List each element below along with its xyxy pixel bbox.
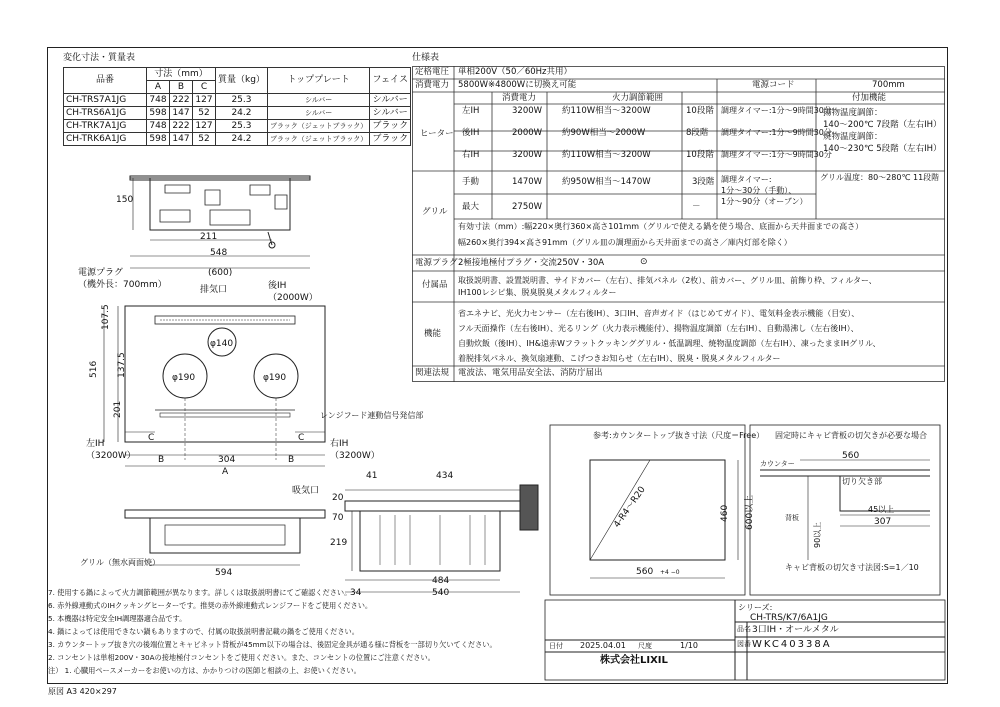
- dim-107-5: 107.5: [101, 304, 111, 330]
- dim-table-cell: 127: [193, 94, 216, 107]
- cabinet-307: 307: [874, 517, 892, 527]
- date-value: 2025.04.01: [580, 641, 626, 650]
- rated-label: 定格電圧: [415, 67, 450, 77]
- cutout-outline: [590, 460, 725, 560]
- dim-20: 20: [332, 493, 344, 503]
- heater-cell: 後IH: [462, 128, 480, 138]
- grill-timer-line: 調理タイマー:: [721, 175, 772, 184]
- cutout-460: 460: [720, 504, 730, 522]
- right-ih-watt: （3200W）: [330, 451, 380, 461]
- left-ih-label: 左IH: [86, 439, 105, 449]
- heater-cell: 約90W相当〜2000W: [562, 128, 646, 138]
- dim-table-cell: 127: [193, 120, 216, 133]
- dim-548: 548: [210, 248, 228, 258]
- hood-signal-label: レンジフード連動信号発信部: [320, 411, 424, 420]
- plug-label-1: 電源プラグ: [78, 268, 124, 278]
- dim-516: 516: [89, 360, 99, 378]
- dim-a: A: [222, 467, 229, 477]
- right-ih-label: 右IH: [330, 439, 349, 449]
- power-value: 5800W※4800Wに切換え可能: [458, 80, 577, 90]
- dim-b-right: B: [288, 455, 295, 465]
- dim-table-cell: 598: [147, 133, 170, 146]
- h-c: C: [193, 81, 216, 94]
- dim-table-cell: ブラック: [370, 120, 411, 133]
- cabinet-wall: [520, 485, 538, 530]
- plug-value: 2極接地極付プラグ・交流250V・30A: [458, 258, 605, 268]
- heater-cell: 約110W相当〜3200W: [562, 150, 651, 160]
- h-functions: 付加機能: [852, 93, 887, 103]
- dim-c-left: C: [148, 433, 155, 443]
- dim-table-cell: 147: [170, 107, 193, 120]
- power-label: 消費電力: [415, 80, 450, 90]
- h-face: フェイス: [370, 68, 411, 94]
- heater-cell: 調理タイマー:1分〜9時間30分: [721, 106, 832, 115]
- heater-label: ヒーター: [420, 129, 454, 139]
- left-ih-watt: （3200W）: [86, 451, 136, 461]
- rear-ih-watt: （2000W）: [268, 293, 318, 303]
- acc-line: IH100レシピ集、脱臭脱臭メタルフィルター: [458, 288, 617, 297]
- plan-view-outline: [125, 306, 325, 442]
- dim-219: 219: [330, 538, 348, 548]
- law-value: 電波法、電気用品安全法、消防庁届出: [458, 368, 603, 378]
- side-top-plate: [345, 501, 520, 511]
- dim-137-5: 137.5: [117, 352, 127, 378]
- dim-484: 484: [432, 576, 450, 586]
- plug-label: 電源プラグ: [415, 258, 458, 268]
- h-top: トッププレート: [267, 68, 369, 94]
- scale-value: 1/10: [680, 641, 698, 650]
- heater-cell: 右IH: [462, 150, 480, 160]
- plug-label-2: （機外長：700mm）: [78, 280, 167, 290]
- grill-cell: 最大: [462, 202, 480, 212]
- cabinet-90: 90以上: [813, 521, 822, 548]
- law-label: 関連法規: [415, 368, 450, 378]
- dim-table-cell: 25.3: [216, 120, 268, 133]
- grill-dims-2: 幅260×奥行394×高さ91mm（グリル皿の調理面から天井面までの高さ／庫内灯部を除く）: [458, 238, 792, 247]
- dim-table-cell: CH-TRS7A1JG: [64, 94, 147, 107]
- notes-block: [48, 586, 497, 677]
- heater-cell: 10段階: [686, 106, 714, 116]
- acc-label: 付属品: [422, 280, 448, 290]
- heater-cell: 8段階: [686, 128, 709, 138]
- note-line: 3. カウンタートップ抜き穴の後端位置とキャビネット背板が45mm以下の場合は、後固定金具が通る様に背板を一部切り欠いてください。: [48, 640, 497, 649]
- pse-mark-icon: ⊙: [640, 257, 648, 267]
- h-range: 火力調節範囲: [612, 93, 664, 103]
- rear-ih-label: 後IH: [268, 281, 287, 291]
- dim-34: 34: [350, 588, 362, 598]
- dim-600: (600): [208, 268, 233, 278]
- cord-value: 700mm: [872, 80, 905, 90]
- note-line: 6. 赤外線連動式のIHクッキングヒーターです。推奨の赤外線連動式レンジフードをご使用ください。: [48, 601, 373, 610]
- dim-table-cell: シルバー: [267, 94, 369, 107]
- dim-table-cell: 147: [170, 133, 193, 146]
- exhaust-label: 排気口: [200, 285, 228, 295]
- side-body: [360, 511, 500, 571]
- dim-table-cell: ブラック（ジェットブラック）: [267, 120, 369, 133]
- dim-211: 211: [200, 232, 218, 242]
- note-line: 注） 1. 心臓用ペースメーカーをお使いの方は、かかりつけの医師と相談の上、お使いください。: [48, 666, 361, 675]
- dim-table-cell: シルバー: [267, 107, 369, 120]
- intake-label: 吸気口: [292, 486, 320, 496]
- cutout-radius: 4-R4〜R20: [612, 484, 648, 530]
- front-top-plate: [125, 510, 325, 518]
- grill-cell: 手動: [462, 177, 480, 187]
- cabinet-45: 45以上: [868, 505, 895, 514]
- dim-table-cell: ブラック（ジェットブラック）: [267, 133, 369, 146]
- h-mass: 質量（kg）: [216, 68, 268, 94]
- dim-table-cell: 24.2: [216, 107, 268, 120]
- drawing-number: WKC40338A: [752, 639, 832, 650]
- note-line: 7. 使用する鍋によって火力調節範囲が異なります。詳しくは取扱説明書にてご確認ください。: [48, 588, 352, 597]
- heater-cell: 左IH: [462, 106, 480, 116]
- h-consumption: 消費電力: [502, 93, 537, 103]
- func-line: 省エネナビ、光火力センサー（左右後IH）、3口IH、音声ガイド（はじめてガイド）、電気料金表示機能（目安）、: [458, 309, 860, 318]
- series-value: CH-TRS/K7/6A1JG: [750, 613, 828, 623]
- cabinet-560: 560: [842, 451, 860, 461]
- dim-table-cell: 222: [170, 120, 193, 133]
- dim-table-cell: ブラック: [370, 133, 411, 146]
- dim-table-cell: 598: [147, 107, 170, 120]
- counter-label: カウンター: [760, 460, 795, 468]
- grill-cell: 約950W相当〜1470W: [562, 177, 651, 187]
- dim-b-left: B: [158, 455, 165, 465]
- dim-201: 201: [113, 400, 123, 418]
- cutout-title: 参考:カウンタートップ抜き寸法（尺度＝Free）: [593, 431, 765, 440]
- dim-table-cell: シルバー: [370, 94, 411, 107]
- company-name: 株式会社LIXIL: [600, 655, 668, 666]
- grill-temp: グリル温度：80〜280℃ 11段階: [820, 173, 940, 182]
- back-label: 背板: [785, 514, 799, 522]
- dim-phi190-right: φ190: [263, 373, 287, 383]
- dim-phi190-left: φ190: [172, 373, 196, 383]
- dim-table-cell: 748: [147, 120, 170, 133]
- dim-table-cell: シルバー: [370, 107, 411, 120]
- name-value: 3口IH・オールメタル: [752, 625, 839, 635]
- notch-label: 切り欠き部: [842, 477, 882, 486]
- grill-cell: 2750W: [512, 202, 543, 212]
- grill-dims-1: 有効寸法（mm）:幅220×奥行360×高さ101mm（グリルで使える鍋を使う場合、底面から天井面までの高さ）: [458, 222, 864, 231]
- dim-540: 540: [432, 588, 450, 598]
- dim-434: 434: [436, 471, 454, 481]
- scale-label: 尺度: [638, 642, 652, 650]
- func-line: 自動炊飯（後IH）、IH&遠赤Wフラットクッキンググリル・低温調理、焼物温度調節（左右IH）、凍ったままIHグリル、: [458, 339, 881, 348]
- heater-cell: 3200W: [512, 150, 543, 160]
- dim-70: 70: [332, 513, 344, 523]
- grill-cell: 1470W: [512, 177, 543, 187]
- cabinet-scale: キャビ背板の切欠き寸法図:S=1／10: [785, 563, 919, 572]
- spec-title: 仕様表: [412, 53, 440, 63]
- dim-table-cell: CH-TRS6A1JG: [64, 107, 147, 120]
- dim-41: 41: [366, 471, 378, 481]
- sheet-size: 原図 A3 420×297: [48, 687, 117, 696]
- grill-label: グリル: [422, 207, 448, 217]
- name-label: 品名: [737, 625, 751, 633]
- func-label: 機能: [424, 329, 442, 339]
- dim-304: 304: [218, 455, 236, 465]
- cutout-560: 560: [636, 567, 654, 577]
- dim-table-cell: CH-TRK7A1JG: [64, 120, 147, 133]
- func-line: フル天面操作（左右後IH）、光るリング（火力表示機能付）、揚物温度調節（左右IH）、自動湯沸し（左右後IH）、: [458, 324, 859, 333]
- note-line: 4. 鍋によっては使用できない鍋もありますので、付属の取扱説明書記載の鍋をご使用ください。: [48, 627, 359, 636]
- note-line: 2. コンセントは単相200V・30Aの接地極付コンセントをご使用ください。また、コンセントの位置にご注意ください。: [48, 653, 435, 662]
- dim-c-right: C: [298, 433, 305, 443]
- front-grill: [150, 518, 300, 553]
- heater-cell: 3200W: [512, 106, 543, 116]
- dim-table-cell: CH-TRK6A1JG: [64, 133, 147, 146]
- dim-594: 594: [215, 568, 233, 578]
- dim-table-cell: 25.3: [216, 94, 268, 107]
- h-dims: 寸法（mm）: [147, 68, 216, 81]
- series-label: シリーズ:: [738, 603, 773, 612]
- grill-cell: －: [692, 202, 701, 212]
- rated-value: 単相200V（50／60Hz共用）: [458, 67, 573, 77]
- note-line: 5. 本機器は特定安全IH調理器適合品です。: [48, 614, 187, 623]
- dim-table-cell: 52: [193, 107, 216, 120]
- h-b: B: [170, 81, 193, 94]
- h-model: 品番: [64, 68, 147, 94]
- heater-extra-line: 140〜200℃ 7段階（左右IH）: [823, 120, 942, 130]
- h-a: A: [147, 81, 170, 94]
- grill-timer-line: 1分〜90分（オーブン）: [721, 197, 808, 206]
- grill-timer-line: 1分〜30分（手動）、: [721, 186, 797, 195]
- cutout-600: 600以上: [745, 494, 755, 530]
- heater-extra-line: 揚物温度調節：: [823, 108, 883, 118]
- grill-dish-label: グリル（無水両面焼）: [80, 558, 160, 567]
- heater-extra-line: 焼物温度調節：: [823, 132, 883, 142]
- no-label: 図番: [737, 640, 751, 648]
- dim-table-cell: 52: [193, 133, 216, 146]
- dim-table-cell: 24.2: [216, 133, 268, 146]
- dim-table-cell: 748: [147, 94, 170, 107]
- heater-extra-line: 140〜230℃ 5段階（左右IH）: [823, 144, 942, 154]
- dim-table-cell: 222: [170, 94, 193, 107]
- heater-cell: 約110W相当〜3200W: [562, 106, 651, 116]
- dim-150: 150: [116, 195, 134, 205]
- heater-cell: 調理タイマー:1分〜9時間30分: [721, 128, 832, 137]
- dim-table-title: 変化寸法・質量表: [63, 53, 136, 63]
- cutout-560-tol: +4 −0: [660, 569, 680, 576]
- cabinet-title: 固定時にキャビ背板の切欠きが必要な場合: [775, 431, 927, 440]
- heater-cell: 調理タイマー:1分〜9時間30分: [721, 150, 832, 159]
- func-line: 着脱排気パネル、換気扇連動、こげつきお知らせ（左右IH）、脱臭・脱臭メタルフィルター: [458, 354, 781, 363]
- grill-cell: 3段階: [692, 177, 715, 187]
- acc-line: 取扱説明書、設置説明書、サイドカバー（左右）、排気パネル（2枚）、前カバー、グリル皿、前飾り枠、フィルター、: [458, 276, 877, 285]
- date-label: 日付: [549, 642, 563, 650]
- cord-label: 電源コード: [752, 80, 795, 90]
- heater-cell: 10段階: [686, 150, 714, 160]
- heater-cell: 2000W: [512, 128, 543, 138]
- dim-phi140: φ140: [210, 339, 234, 349]
